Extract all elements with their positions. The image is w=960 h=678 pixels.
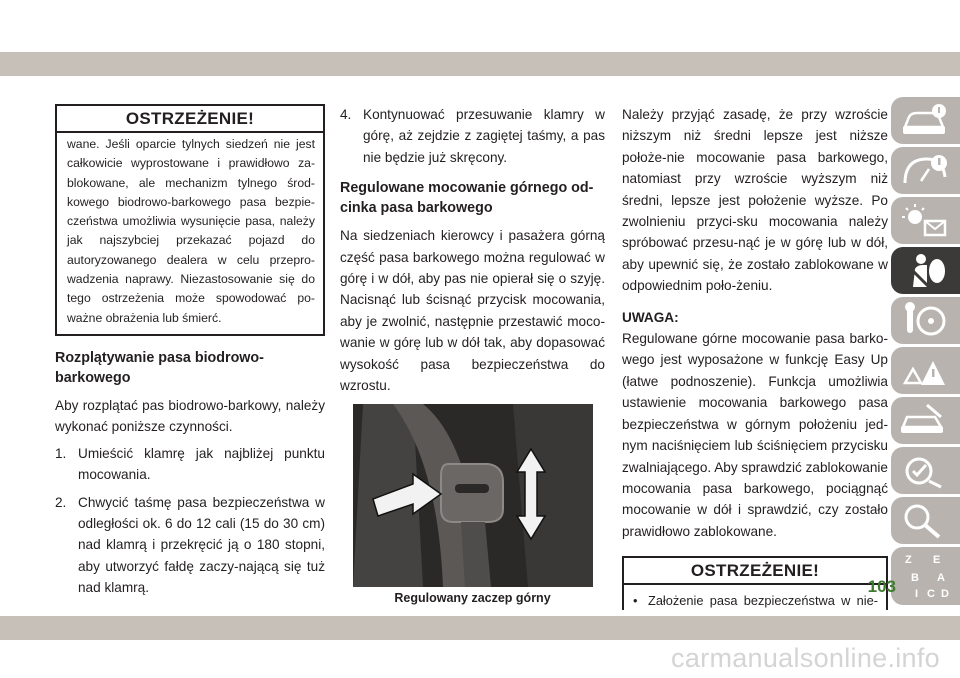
step-text: Umieścić klamrę jak najbliżej punktu mocowania. (78, 445, 325, 483)
search-icon (899, 501, 949, 541)
step-number: 1. (55, 445, 67, 461)
height-paragraph: Należy przyjąć zasadę, że przy wzroście niższym niż średni lepsze jest niższe położe-nie mocowanie pasa barkowego, natomiast przy wzroście wyższym niż średni, lepsze jest położenie wyższe. Po zwolnieniu przyci-sku mocowania należy spróbować przesu-nąć je w górę lub w dół, aby upewnić się, że zostało zablokowane w odpowiednim poło-żeniu. (622, 107, 888, 294)
figure-image (353, 404, 593, 587)
list-item (340, 104, 605, 168)
column-middle (340, 104, 605, 605)
tab-index[interactable] (891, 497, 960, 544)
tab-maintenance[interactable] (891, 397, 960, 444)
step-text: Chwycić taśmę pasa bezpieczeństwa w odległości ok. 6 do 12 cali (15 do 30 cm) nad klamrą i przekręcić ją o 180 stopni, aby utworzyć fałdę zaczy-nającą się tuż nad klamrą. (78, 494, 325, 596)
tab-lights[interactable] (891, 197, 960, 244)
untangle-steps-continued (340, 104, 605, 168)
column-left (55, 104, 325, 669)
tab-alphabet[interactable] (891, 547, 960, 605)
note-label: UWAGA: (622, 309, 679, 325)
step-text: Kontynuować przesuwanie klamry w górę, aż zejdzie z zagiętej taśmy, a pas nie będzie już skręcony. (363, 107, 605, 165)
tab-service[interactable] (891, 447, 960, 494)
warning-text: wane. Jeśli oparcie tylnych siedzeń nie jest całkowicie wyprostowane i prawidłowo za-blokowane, ale mechanizm tylnego środ-kowego biodrowo-barkowego pasa bezpie-czeństwa umożliwia wysunięcie pasa, należy jak najszybciej przekazać pojazd do autoryzowanego dealera w celu przepro-wadzenia naprawy. Niezastosowanie się do tego ostrzeżenia może spowodować po-ważne obrażenia lub śmierć. (67, 137, 315, 325)
section-heading-untangle: Rozplątywanie pasa biodrowo-barkowego (55, 349, 264, 386)
top-band (0, 0, 960, 74)
adjustable-anchor-illustration (353, 404, 593, 587)
step-number: 4. (340, 107, 352, 122)
index-letter: B (911, 572, 919, 584)
untangle-intro: Aby rozplątać pas biodrowo-barkowy, należy wykonać poniższe czynności. (55, 397, 325, 435)
tab-emergency[interactable] (891, 347, 960, 394)
bottom-band (0, 610, 960, 678)
bullet-dot: • (633, 593, 638, 609)
dashboard-warning-icon (899, 151, 949, 191)
tab-safety[interactable] (891, 247, 960, 294)
light-mail-icon (899, 201, 949, 241)
tab-starting[interactable] (891, 297, 960, 344)
figure (340, 404, 605, 605)
chapter-tabs (891, 97, 960, 608)
index-letter: E (933, 554, 941, 566)
key-steering-icon (899, 301, 949, 341)
car-tools-icon (899, 401, 949, 441)
top-gray-bar (0, 52, 960, 76)
warning-bullet-text: Założenie pasa bezpieczeństwa w nie- (648, 593, 878, 609)
airbag-passenger-icon (899, 251, 949, 291)
index-letter: I (915, 588, 919, 600)
anchor-paragraph: Na siedzeniach kierowcy i pasażera górną część pasa barkowego można regulować w górę i w dół, aby pas nie opierał się o szyję. Nacisnąć lub ścisnąć przycisk mocowania, aby je zwolnić, następnie przestawić moco-wanie w górę lub w dół tak, aby dopasować wysokość pasa bezpieczeństwa do wzrostu. (340, 228, 605, 394)
hazard-triangle-icon (899, 351, 949, 391)
note-text: Regulowane górne mocowanie pasa barko-wego jest wyposażone w funkcję Easy Up (łatwe podnoszenie). Funkcja umożliwia ustawienie mocowania barkowego pasa bezpieczeństwa w górnym położeniu jed-nym naciśnięciem lub ściśnięciem przycisku zwalniającego. Aby sprawdzić zablokowanie mocowania pasa barkowego, pociągnąć mocowanie w dół i sprawdzić, czy zostało prawidłowo zablokowane. (622, 331, 888, 539)
watermark: carmanualsonline.info (671, 643, 940, 673)
alphabet-index-icon (899, 551, 955, 605)
warning-title: OSTRZEŻENIE! (624, 558, 886, 585)
index-letter: D (941, 588, 949, 600)
page-number: 103 (867, 577, 896, 596)
list-item (55, 443, 325, 486)
column-right (622, 104, 888, 657)
warning-box-left (55, 104, 325, 336)
index-letter: C (927, 588, 935, 600)
car-info-icon (899, 101, 949, 141)
index-letter: A (937, 572, 945, 584)
list-item (55, 492, 325, 599)
service-wrench-icon (899, 451, 949, 491)
tab-car-info[interactable] (891, 97, 960, 144)
figure-caption: Regulowany zaczep górny (394, 591, 551, 606)
bottom-gray-bar (0, 616, 960, 640)
step-number: 2. (55, 494, 67, 510)
section-heading-anchor: Regulowane mocowanie górnego od-cinka pasa barkowego (340, 180, 594, 217)
index-letter: Z (905, 554, 912, 566)
tab-dashboard[interactable] (891, 147, 960, 194)
warning-title: OSTRZEŻENIE! (57, 106, 323, 133)
